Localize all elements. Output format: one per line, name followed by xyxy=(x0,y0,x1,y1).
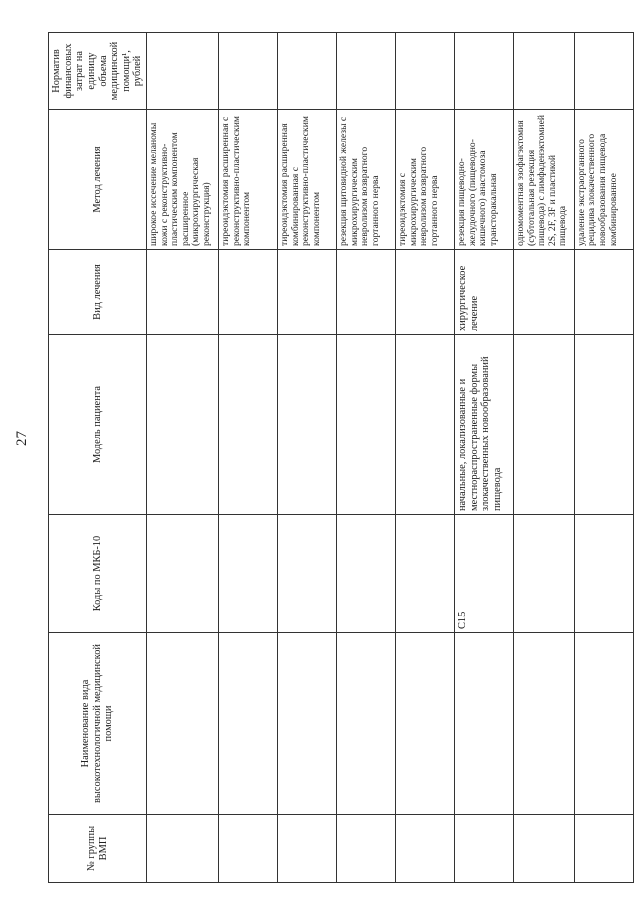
table-header-row xyxy=(49,33,147,883)
cell-care-name xyxy=(514,633,575,815)
cell-treatment-type xyxy=(574,250,633,335)
cell-group-number xyxy=(574,815,633,883)
cell-financial-norm xyxy=(278,33,337,110)
table-row xyxy=(337,33,396,883)
table-row xyxy=(278,33,337,883)
cell-financial-norm xyxy=(455,33,514,110)
cell-financial-norm xyxy=(574,33,633,110)
rotated-table-container xyxy=(48,33,634,883)
cell-group-number xyxy=(337,815,396,883)
cell-treatment-method: удаление экстраорганного рецидива злокачественного новообразования пищевода комбинированное xyxy=(574,110,633,250)
header-patient-model: Модель пациента xyxy=(49,335,147,515)
header-treatment-type: Вид лечения xyxy=(49,250,147,335)
cell-financial-norm xyxy=(337,33,396,110)
cell-treatment-type xyxy=(278,250,337,335)
cell-group-number xyxy=(219,815,278,883)
cell-patient-model xyxy=(147,335,219,515)
cell-care-name xyxy=(455,633,514,815)
table-row xyxy=(219,33,278,883)
cell-care-name xyxy=(147,633,219,815)
cell-patient-model xyxy=(278,335,337,515)
cell-patient-model: начальные, локализованные и местнораспространенные формы злокачественных новообразований пищевода xyxy=(455,335,514,515)
cell-group-number xyxy=(455,815,514,883)
cell-icd-code: C15 xyxy=(455,515,514,633)
header-group-number: № группы ВМП xyxy=(49,815,147,883)
cell-treatment-type xyxy=(219,250,278,335)
cell-group-number xyxy=(514,815,575,883)
cell-treatment-method: тиреоидэктомия расширенная комбинированная с реконструктивно-пластическим компонентом xyxy=(278,110,337,250)
cell-icd-code xyxy=(219,515,278,633)
cell-care-name xyxy=(396,633,455,815)
table-row xyxy=(455,33,514,883)
vmp-table xyxy=(48,32,634,883)
cell-icd-code xyxy=(396,515,455,633)
cell-treatment-type: хирургическое лечение xyxy=(455,250,514,335)
cell-treatment-method: резекция щитовидной железы с микрохирургическим невролизом возвратного гортанного нерва xyxy=(337,110,396,250)
cell-treatment-type xyxy=(396,250,455,335)
cell-care-name xyxy=(219,633,278,815)
cell-patient-model xyxy=(514,335,575,515)
cell-treatment-type xyxy=(337,250,396,335)
cell-patient-model xyxy=(219,335,278,515)
table-row xyxy=(574,33,633,883)
cell-financial-norm xyxy=(219,33,278,110)
cell-treatment-method: одномоментная эзофагэктомия (субтотальная резекция пищевода) с лимфаденэктомией 2S, 2F, 3F и пластикой пищевода xyxy=(514,110,575,250)
table-row xyxy=(396,33,455,883)
cell-care-name xyxy=(278,633,337,815)
cell-financial-norm xyxy=(514,33,575,110)
header-financial-norm: Норматив финансовых затрат на единицу объема медицинской помощи¹, рублей xyxy=(49,33,147,110)
cell-treatment-method: тиреоидэктомия расширенная с реконструктивно-пластическим компонентом xyxy=(219,110,278,250)
cell-icd-code xyxy=(278,515,337,633)
cell-patient-model xyxy=(337,335,396,515)
cell-financial-norm xyxy=(147,33,219,110)
header-care-name: Наименование вида высокотехнологичной медицинской помощи xyxy=(49,633,147,815)
page-number: 27 xyxy=(14,431,30,446)
cell-group-number xyxy=(396,815,455,883)
cell-treatment-method: тиреоидэктомия с микрохирургическим невролизом возвратного гортанного нерва xyxy=(396,110,455,250)
cell-care-name xyxy=(574,633,633,815)
cell-treatment-method: широкое иссечение меланомы кожи с реконструктивно-пластическим компонентом расширенное (микрохирургическая реконструкция) xyxy=(147,110,219,250)
cell-treatment-method: резекция пищеводно-желудочного (пищеводно-кишечного) анастомоза трансторакальная xyxy=(455,110,514,250)
cell-treatment-type xyxy=(514,250,575,335)
table-row xyxy=(514,33,575,883)
cell-treatment-type xyxy=(147,250,219,335)
header-icd-codes: Коды по МКБ-10 xyxy=(49,515,147,633)
cell-icd-code xyxy=(514,515,575,633)
cell-financial-norm xyxy=(396,33,455,110)
header-treatment-method: Метод лечения xyxy=(49,110,147,250)
cell-icd-code xyxy=(574,515,633,633)
cell-patient-model xyxy=(396,335,455,515)
table-row xyxy=(147,33,219,883)
cell-icd-code xyxy=(147,515,219,633)
cell-care-name xyxy=(337,633,396,815)
cell-group-number xyxy=(147,815,219,883)
cell-patient-model xyxy=(574,335,633,515)
cell-group-number xyxy=(278,815,337,883)
cell-icd-code xyxy=(337,515,396,633)
